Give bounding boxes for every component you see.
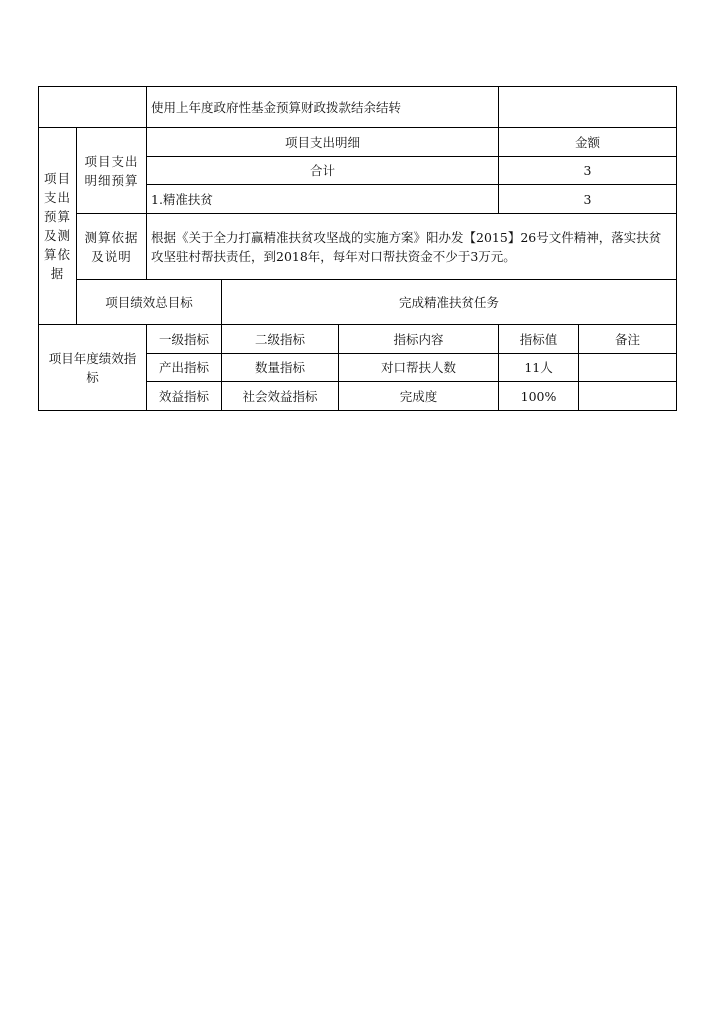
budget-section-label: 项目支出预算及测算依据 — [39, 128, 77, 325]
header-amount: 金额 — [499, 128, 677, 157]
indicator-section-label: 项目年度绩效指标 — [39, 325, 147, 411]
indicator-level1: 效益指标 — [147, 382, 222, 411]
indicator-value: 100% — [499, 382, 579, 411]
item-amount: 3 — [499, 185, 677, 214]
indicator-level2: 社会效益指标 — [222, 382, 339, 411]
indicator-header-row — [39, 325, 677, 354]
indicator-header-content: 指标内容 — [339, 325, 499, 354]
goal-row — [39, 280, 677, 325]
indicator-content: 对口帮扶人数 — [339, 354, 499, 382]
indicator-level2: 数量指标 — [222, 354, 339, 382]
carryover-label: 使用上年度政府性基金预算财政拨款结余结转 — [147, 87, 499, 128]
carryover-row — [39, 87, 677, 128]
goal-label: 项目绩效总目标 — [77, 280, 222, 325]
item-name: 1.精准扶贫 — [147, 185, 499, 214]
budget-header-row — [39, 128, 677, 157]
header-item: 项目支出明细 — [147, 128, 499, 157]
basis-row — [39, 214, 677, 280]
indicator-value: 11人 — [499, 354, 579, 382]
basis-text: 根据《关于全力打赢精准扶贫攻坚战的实施方案》阳办发【2015】26号文件精神，落实扶贫攻坚驻村帮扶责任，到2018年，每年对口帮扶资金不少于3万元。 — [147, 214, 677, 280]
indicator-header-note: 备注 — [579, 325, 677, 354]
budget-table — [38, 86, 677, 411]
indicator-header-value: 指标值 — [499, 325, 579, 354]
indicator-note — [579, 354, 677, 382]
indicator-note — [579, 382, 677, 411]
indicator-header-level1: 一级指标 — [147, 325, 222, 354]
total-label: 合计 — [147, 157, 499, 185]
carryover-value-cell — [499, 87, 677, 128]
goal-text: 完成精准扶贫任务 — [222, 280, 677, 325]
indicator-level1: 产出指标 — [147, 354, 222, 382]
indicator-content: 完成度 — [339, 382, 499, 411]
carryover-empty-cell — [39, 87, 147, 128]
basis-label: 测算依据及说明 — [77, 214, 147, 280]
indicator-header-level2: 二级指标 — [222, 325, 339, 354]
detail-label: 项目支出明细预算 — [77, 128, 147, 214]
total-amount: 3 — [499, 157, 677, 185]
